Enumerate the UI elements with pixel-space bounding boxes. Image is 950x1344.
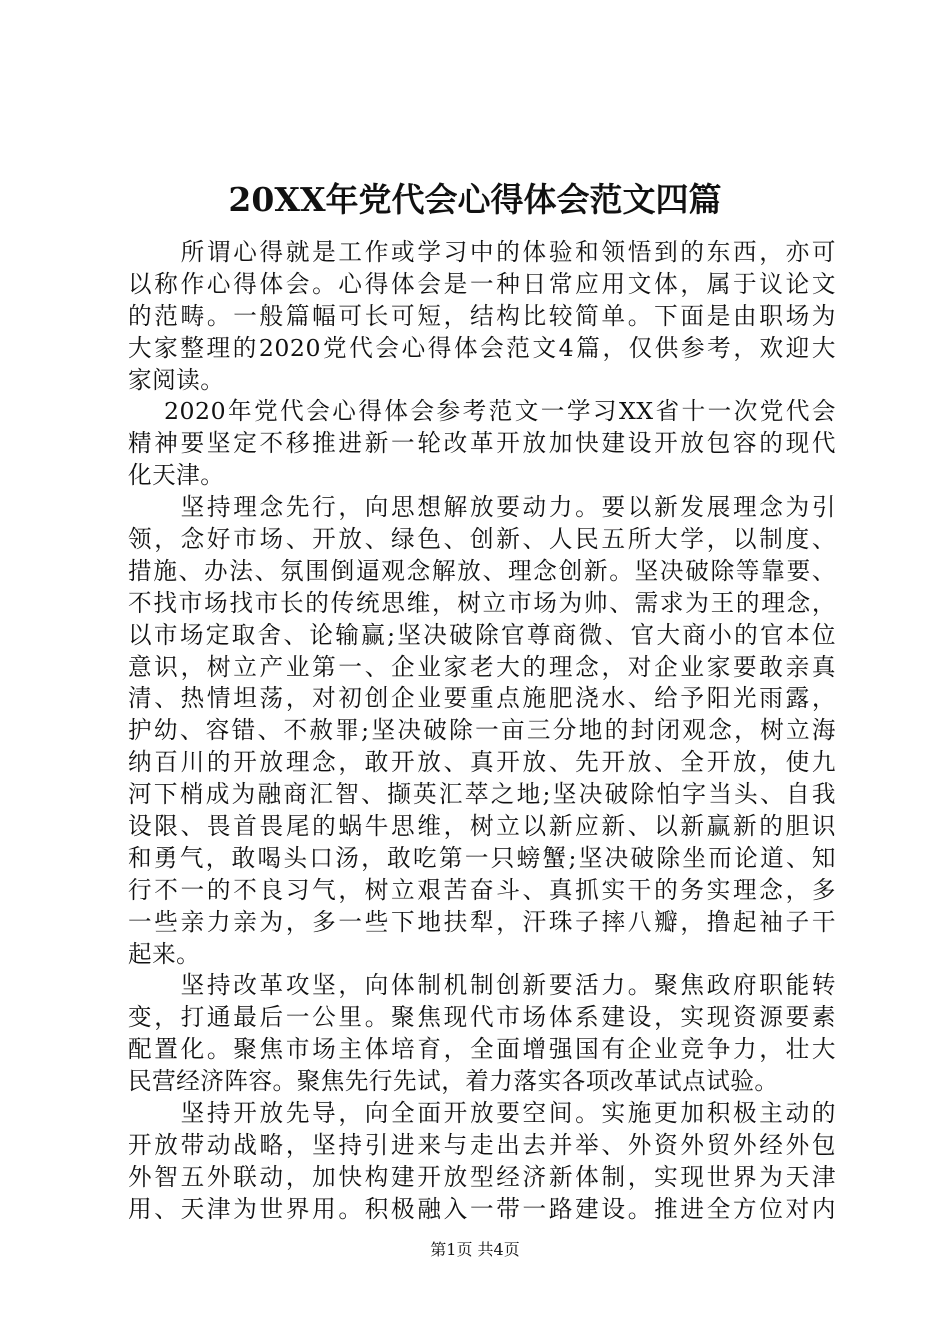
document-title: 20XX年党代会心得体会范文四篇 — [228, 180, 722, 219]
text-line: 护幼、容错、不赦罪;坚决破除一亩三分地的封闭观念，树立海 — [128, 716, 836, 745]
text-line: 化天津。 — [128, 461, 225, 490]
text-line: 意识，树立产业第一、企业家老大的理念，对企业家要敢亲真 — [128, 652, 836, 681]
text-line: 措施、办法、氛围倒逼观念解放、理念创新。坚决破除等靠要、 — [128, 556, 836, 585]
text-line: 配置化。聚焦市场主体培育，全面增强国有企业竞争力，壮大 — [128, 1035, 836, 1064]
text-line: 家阅读。 — [128, 365, 225, 394]
text-line: 河下梢成为融商汇智、撷英汇萃之地;坚决破除怕字当头、自我 — [128, 780, 836, 809]
text-line: 不找市场找市长的传统思维，树立市场为帅、需求为王的理念， — [128, 588, 836, 617]
text-line: 纳百川的开放理念，敢开放、真开放、先开放、全开放，使九 — [128, 748, 836, 777]
text-line: 精神要坚定不移推进新一轮改革开放加快建设开放包容的现代 — [128, 429, 836, 458]
text-line: 民营经济阵容。聚焦先行先试，着力落实各项改革试点试验。 — [128, 1067, 779, 1096]
text-line: 和勇气，敢喝头口汤，敢吃第一只螃蟹;坚决破除坐而论道、知 — [128, 843, 836, 872]
text-line: 所谓心得就是工作或学习中的体验和领悟到的东西，亦可 — [128, 238, 836, 266]
text-line: 坚持开放先导，向全面开放要空间。实施更加积极主动的 — [128, 1099, 836, 1128]
text-line: 领，念好市场、开放、绿色、创新、人民五所大学，以制度、 — [128, 525, 836, 554]
text-line: 开放带动战略，坚持引进来与走出去并举、外资外贸外经外包 — [128, 1130, 836, 1159]
text-line: 的范畴。一般篇幅可长可短，结构比较简单。下面是由职场为 — [128, 301, 836, 330]
text-line: 坚持理念先行，向思想解放要动力。要以新发展理念为引 — [128, 493, 836, 522]
text-line: 以市场定取舍、论输赢;坚决破除官尊商微、官大商小的官本位 — [128, 620, 836, 649]
text-line: 外智五外联动，加快构建开放型经济新体制，实现世界为天津 — [128, 1162, 836, 1191]
paragraph-opening-up — [128, 1098, 836, 1226]
text-line: 以称作心得体会。心得体会是一种日常应用文体，属于议论文 — [128, 269, 836, 298]
paragraph-reform — [128, 970, 836, 1098]
text-line: 变，打通最后一公里。聚焦现代市场体系建设，实现资源要素 — [128, 1003, 836, 1032]
page-footer: 第1页 共4页 — [430, 1240, 520, 1259]
document-body — [128, 237, 836, 1226]
text-line: 设限、畏首畏尾的蜗牛思维，树立以新应新、以新赢新的胆识 — [128, 812, 836, 841]
text-line: 清、热情坦荡，对初创企业要重点施肥浇水、给予阳光雨露， — [128, 684, 836, 713]
text-line: 一些亲力亲为，多一些下地扶犁，汗珠子摔八瓣，撸起袖子干 — [128, 907, 836, 936]
paragraph-concept-first — [128, 492, 836, 970]
paragraph-intro — [128, 237, 836, 396]
paragraph-heading-essay-one — [128, 396, 836, 492]
text-line: 大家整理的2020党代会心得体会范文4篇，仅供参考，欢迎大 — [128, 333, 836, 362]
text-line: 坚持改革攻坚，向体制机制创新要活力。聚焦政府职能转 — [128, 971, 836, 1000]
text-line: 行不一的不良习气，树立艰苦奋斗、真抓实干的务实理念，多 — [128, 875, 836, 904]
text-line: 2020年党代会心得体会参考范文一学习XX省十一次党代会 — [128, 397, 836, 426]
text-line: 起来。 — [128, 939, 201, 968]
text-line: 用、天津为世界用。积极融入一带一路建设。推进全方位对内 — [128, 1194, 836, 1223]
